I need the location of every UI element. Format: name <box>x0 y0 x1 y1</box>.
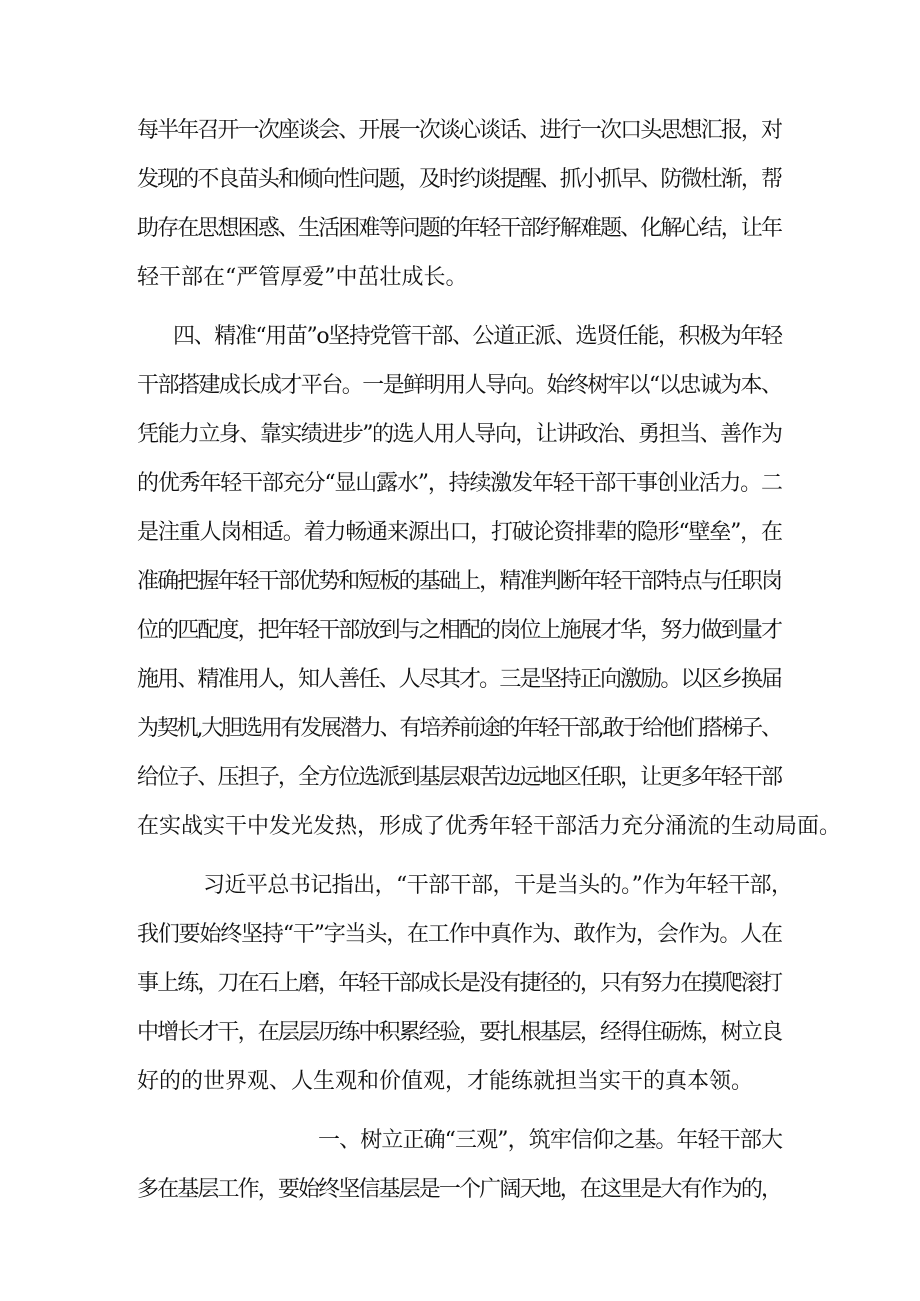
text-line: 在实战实干中发光发热，形成了优秀年轻干部活力充分涌流的生动局面。 <box>137 814 842 839</box>
text-line: 每半年召开一次座谈会、开展一次谈心谈话、进行一次口头思想汇报，对 <box>137 118 782 143</box>
text-line: 助存在思想困惑、生活困难等问题的年轻干部纾解难题、化解心结，让年 <box>137 216 782 241</box>
text-line: 我们要始终坚持“干”字当头，在工作中真作为、敢作为，会作为。人在 <box>137 922 782 947</box>
text-line: 为契机,大胆选用有发展潜力、有培养前途的年轻干部,敢于给他们搭梯子、 <box>137 716 781 741</box>
text-line: 好的的世界观、人生观和价值观，才能练就担当实干的真本领。 <box>137 1069 754 1094</box>
text-line: 施用、精准用人，知人善任、人尽其才。三是坚持正向激励。以区乡换届 <box>137 667 782 692</box>
text-line: 干部搭建成长成才平台。一是鲜明用人导向。始终树牢以“以忠诚为本、 <box>137 373 782 398</box>
text-line: 凭能力立身、靠实绩进步”的选人用人导向，让讲政治、勇担当、善作为 <box>137 422 782 447</box>
text-line: 发现的不良苗头和倾向性问题，及时约谈提醒、抓小抓早、防微杜渐，帮 <box>137 167 782 192</box>
text-line: 是注重人岗相适。着力畅通来源出口，打破论资排辈的隐形“壁垒”，在 <box>137 520 782 545</box>
text-line: 轻干部在“严管厚爱”中茁壮成长。 <box>137 265 468 290</box>
text-line: 一、树立正确“三观”，筑牢信仰之基。年轻干部大 <box>318 1128 783 1153</box>
text-line: 四、精准“用苗”o坚持党管干部、公道正派、选贤任能，积极为年轻 <box>173 324 782 349</box>
text-line: 事上练，刀在石上磨，年轻干部成长是没有捷径的，只有努力在摸爬滚打 <box>137 971 782 996</box>
text-line: 习近平总书记指出，“干部干部，干是当头的。”作为年轻干部， <box>203 873 793 898</box>
text-line: 准确把握年轻干部优势和短板的基础上，精准判断年轻干部特点与任职岗 <box>137 569 782 594</box>
text-line: 给位子、压担子，全方位选派到基层艰苦边远地区任职，让更多年轻干部 <box>137 765 782 790</box>
text-line: 位的匹配度，把年轻干部放到与之相配的岗位上施展才华，努力做到量才 <box>137 618 782 643</box>
text-line: 中增长才干，在层层历练中积累经验，要扎根基层，经得住砺炼，树立良 <box>137 1020 782 1045</box>
text-line: 多在基层工作，要始终坚信基层是一个广阔天地，在这里是大有作为的， <box>137 1177 782 1202</box>
text-line: 的优秀年轻干部充分“显山露水”，持续激发年轻干部干事创业活力。二 <box>137 471 782 496</box>
